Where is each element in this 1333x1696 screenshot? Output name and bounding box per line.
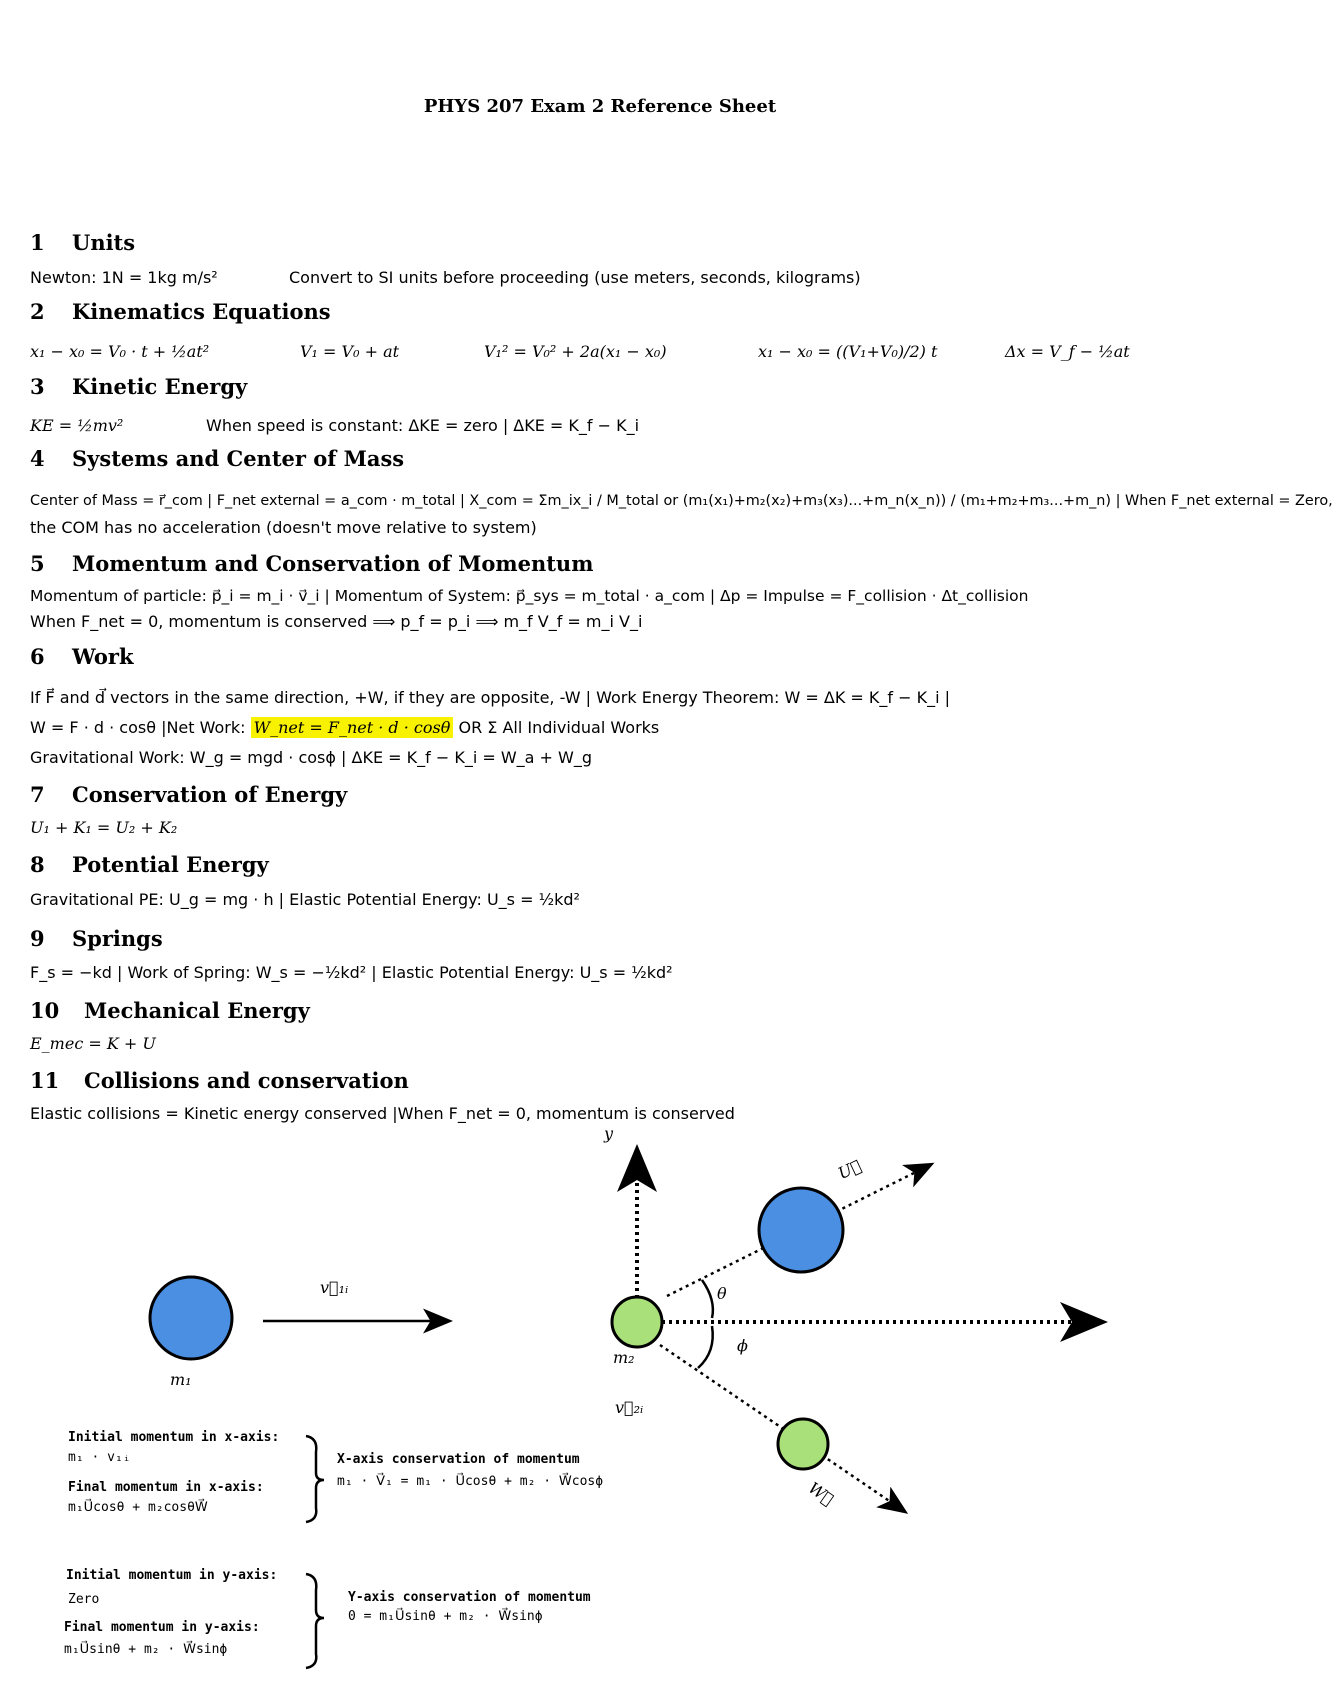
y-brace	[306, 1574, 324, 1668]
work-line-1: If F⃗ and d⃗ vectors in the same direction, +W, if they are opposite, -W | Work Energy Theorem: W = ΔK = K_f − K_i |	[30, 688, 951, 707]
units-newton: Newton: 1N = 1kg m/s²	[30, 268, 218, 287]
x-final-value: m₁U⃗cosθ + m₂cosθW⃗	[68, 1500, 208, 1515]
label-w: W⃗	[804, 1478, 838, 1509]
x-conservation-title: X-axis conservation of momentum	[337, 1452, 580, 1467]
y-conservation-value: 0 = m₁U⃗sinθ + m₂ · W⃗sinϕ	[348, 1609, 543, 1624]
y-conservation-title: Y-axis conservation of momentum	[348, 1590, 591, 1605]
label-y-axis: y	[604, 1124, 614, 1143]
y-final-value: m₁U⃗sinθ + m₂ · W⃗sinϕ	[64, 1642, 228, 1657]
theta-arc	[702, 1280, 713, 1318]
kinematics-eq-5: Δx = V_f − ½at	[1005, 342, 1130, 361]
label-m1: m₁	[170, 1370, 192, 1389]
ball-m2-after	[778, 1419, 828, 1469]
kinematics-eq-2: V₁ = V₀ + at	[300, 342, 400, 361]
section-5-header: 5 Momentum and Conservation of Momentum	[30, 551, 594, 576]
x-brace	[306, 1436, 324, 1522]
section-11-header: 11 Collisions and conservation	[30, 1068, 409, 1093]
section-6-header: 6 Work	[30, 644, 134, 669]
x-initial-value: m₁ · v₁ᵢ	[68, 1450, 131, 1465]
label-phi: ϕ	[737, 1336, 748, 1355]
label-u: U⃗	[835, 1156, 865, 1183]
label-v2i: v⃗₂ᵢ	[615, 1398, 644, 1417]
ball-m1	[150, 1277, 232, 1359]
section-4-header: 4 Systems and Center of Mass	[30, 446, 405, 471]
x-initial-title: Initial momentum in x-axis:	[68, 1430, 280, 1445]
work-individual: OR Σ All Individual Works	[458, 718, 660, 737]
units-si-note: Convert to SI units before proceeding (use meters, seconds, kilograms)	[289, 268, 861, 287]
kinematics-eq-4: x₁ − x₀ = ((V₁+V₀)/2) t	[758, 342, 938, 361]
section-7-header: 7 Conservation of Energy	[30, 782, 348, 807]
x-final-title: Final momentum in x-axis:	[68, 1480, 264, 1495]
kinetic-energy-note: When speed is constant: ΔKE = zero | ΔKE = K_f − K_i	[206, 416, 640, 435]
section-9-header: 9 Springs	[30, 926, 163, 951]
mechanical-energy-formula: E_mec = K + U	[30, 1034, 156, 1053]
label-m2: m₂	[613, 1348, 635, 1367]
kinematics-eq-1: x₁ − x₀ = V₀ · t + ½at²	[30, 342, 210, 361]
page-title: PHYS 207 Exam 2 Reference Sheet	[423, 96, 777, 117]
work-formula: W = F · d · cosθ |Net Work:	[30, 718, 246, 737]
net-work-highlight: W_net = F_net · d · cosθ	[251, 717, 454, 738]
center-of-mass-line-2: the COM has no acceleration (doesn't move relative to system)	[30, 518, 537, 537]
kinematics-eq-3: V₁² = V₀² + 2a(x₁ − x₀)	[484, 342, 667, 361]
conservation-energy-formula: U₁ + K₁ = U₂ + K₂	[30, 818, 178, 837]
label-v1i: v⃗₁ᵢ	[320, 1278, 349, 1297]
section-1-header: 1 Units	[30, 230, 136, 255]
springs-line: F_s = −kd | Work of Spring: W_s = −½kd² | Elastic Potential Energy: U_s = ½kd²	[30, 963, 673, 982]
kinetic-energy-formula: KE = ½mv²	[30, 416, 124, 435]
center-of-mass-line-1: Center of Mass = r⃗_com | F_net external = a_com · m_total | X_com = Σm_ix_i / M_total or (m₁(x₁)+m₂(x₂)+m₃(x₃)...+m_n(x_n)) / (m₁+m₂+m₃...+m_n) | When F_net external = Zero,	[30, 493, 1333, 509]
momentum-line-1: Momentum of particle: p⃗_i = m_i · v⃗_i | Momentum of System: p⃗_sys = m_total · a_com | Δp = Impulse = F_collision · Δt_collision	[30, 587, 1029, 605]
section-3-header: 3 Kinetic Energy	[30, 374, 248, 399]
phi-arc	[698, 1326, 713, 1368]
y-initial-title: Initial momentum in y-axis:	[66, 1568, 278, 1583]
ball-m1-after	[759, 1188, 843, 1272]
y-initial-value: Zero	[68, 1592, 100, 1607]
label-theta: θ	[717, 1284, 727, 1303]
momentum-line-2: When F_net = 0, momentum is conserved ⟹ p_f = p_i ⟹ m_f V_f = m_i V_i	[30, 612, 643, 631]
gravitational-work-line: Gravitational Work: W_g = mgd · cosϕ | ΔKE = K_f − K_i = W_a + W_g	[30, 748, 593, 767]
section-2-header: 2 Kinematics Equations	[30, 299, 331, 324]
section-8-header: 8 Potential Energy	[30, 852, 269, 877]
x-conservation-value: m₁ · V⃗₁ = m₁ · U⃗cosθ + m₂ · W⃗cosϕ	[337, 1474, 604, 1489]
ball-m2	[612, 1297, 662, 1347]
collisions-line: Elastic collisions = Kinetic energy conserved |When F_net = 0, momentum is conserved	[30, 1104, 735, 1123]
section-10-header: 10 Mechanical Energy	[30, 998, 310, 1023]
y-final-title: Final momentum in y-axis:	[64, 1620, 260, 1635]
potential-energy-line: Gravitational PE: U_g = mg · h | Elastic Potential Energy: U_s = ½kd²	[30, 890, 580, 909]
